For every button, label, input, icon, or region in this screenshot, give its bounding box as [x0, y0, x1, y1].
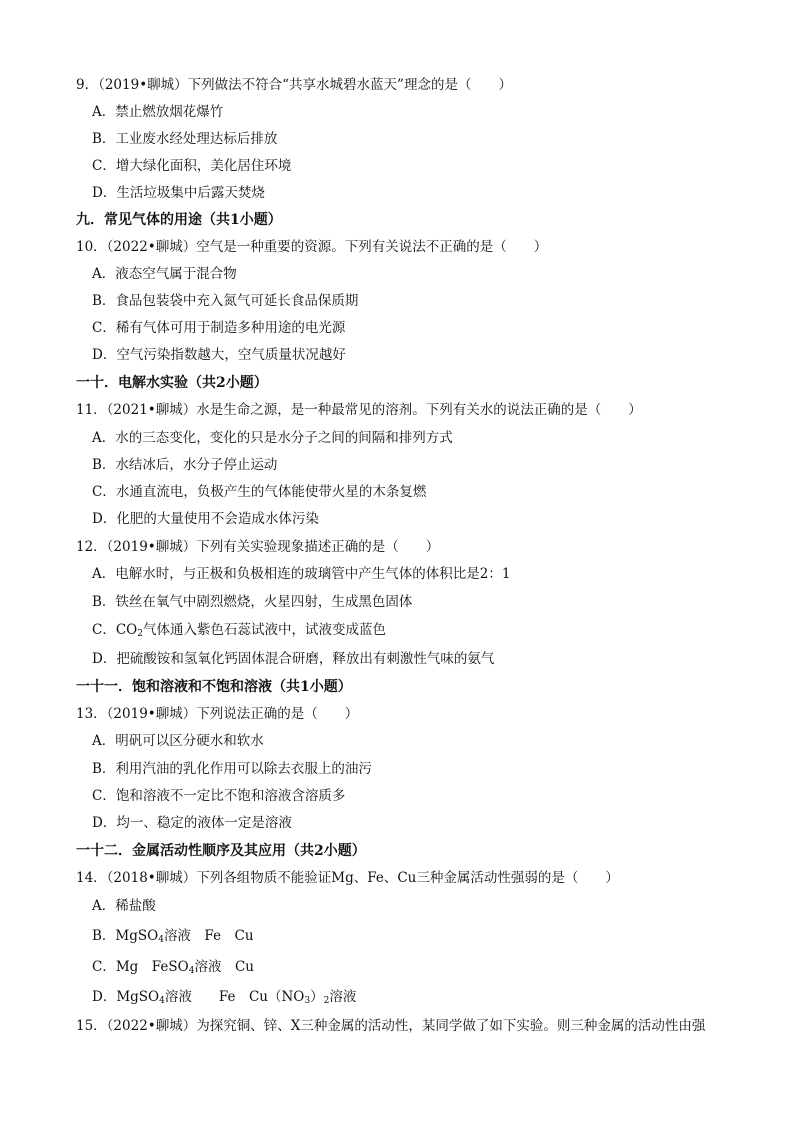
option-d-text-end: 溶液 — [329, 989, 357, 1005]
option-b-text-suffix: 溶液 Fe Cu — [163, 928, 254, 944]
question-11-option-a: A．水的三态变化，变化的只是水分子之间的间隔和排列方式 — [92, 430, 453, 446]
section-heading-10: 一十．电解水实验（共2小题） — [76, 375, 268, 391]
question-12-option-b: B．铁丝在氧气中剧烈燃烧，火星四射，生成黑色固体 — [92, 594, 413, 610]
question-11-option-c: C．水通直流电，负极产生的气体能使带火星的木条复燃 — [92, 484, 427, 500]
question-9-option-d: D．生活垃圾集中后露天焚烧 — [92, 185, 265, 201]
subscript: 4 — [158, 935, 164, 945]
question-14-option-d — [92, 987, 356, 1007]
question-11-option-b: B．水结冰后，水分子停止运动 — [92, 457, 278, 473]
option-c-text-suffix: 气体通入紫色石蕊试液中，试液变成蓝色 — [142, 622, 386, 638]
question-10-option-b: B．食品包装袋中充入氮气可延长食品保质期 — [92, 293, 359, 309]
question-9-option-b: B．工业废水经处理达标后排放 — [92, 131, 278, 147]
section-heading-12: 一十二．金属活动性顺序及其应用（共2小题） — [76, 843, 366, 859]
option-d-text-mid: 溶液 Fe Cu（NO — [164, 989, 305, 1005]
question-11-stem: 11．（2021•聊城）水是生命之源，是一种最常见的溶剂。下列有关水的说法正确的是（ ） — [76, 402, 642, 418]
subscript: 2 — [137, 629, 143, 639]
option-d-text-prefix: D．MgSO — [92, 989, 160, 1005]
question-13-option-c: C．饱和溶液不一定比不饱和溶液含溶质多 — [92, 788, 346, 804]
question-11-option-d: D．化肥的大量使用不会造成水体污染 — [92, 511, 319, 527]
option-d-text-bracket: ） — [310, 989, 324, 1005]
question-10-option-d: D．空气污染指数越大，空气质量状况越好 — [92, 347, 346, 363]
question-10-option-c: C．稀有气体可用于制造多种用途的电光源 — [92, 320, 346, 336]
question-9-option-a: A．禁止燃放烟花爆竹 — [92, 104, 224, 120]
subscript: 4 — [188, 966, 195, 976]
question-9-stem: 9．（2019•聊城）下列做法不符合“共享水城碧水蓝天”理念的是（ ） — [76, 77, 512, 93]
question-13-stem: 13．（2019•聊城）下列说法正确的是（ ） — [76, 706, 359, 722]
option-c-text-suffix: 溶液 Cu — [194, 959, 254, 975]
question-12-option-c — [92, 620, 386, 640]
question-13-option-b: B．利用汽油的乳化作用可以除去衣服上的油污 — [92, 761, 372, 777]
option-c-text-prefix: C．Mg FeSO — [92, 959, 189, 975]
question-10-option-a: A．液态空气属于混合物 — [92, 266, 237, 282]
option-b-text-prefix: B．MgSO — [92, 928, 159, 944]
question-14-option-b — [92, 926, 254, 946]
question-13-option-d: D．均一、稳定的液体一定是溶液 — [92, 815, 292, 831]
question-14-stem: 14．（2018•聊城）下列各组物质不能验证Mg、Fe、Cu三种金属活动性强弱的是（ ） — [76, 870, 619, 886]
question-14-option-a: A．稀盐酸 — [92, 898, 156, 914]
question-10-stem: 10．（2022•聊城）空气是一种重要的资源。下列有关说法不正确的是（ ） — [76, 239, 548, 255]
question-13-option-a: A．明矾可以区分硬水和软水 — [92, 733, 264, 749]
subscript: 2 — [323, 996, 330, 1006]
subscript: 4 — [159, 996, 165, 1006]
section-heading-11: 一十一．饱和溶液和不饱和溶液（共1小题） — [76, 679, 352, 695]
question-9-option-c: C．增大绿化面积，美化居住环境 — [92, 158, 292, 174]
subscript: 3 — [304, 996, 311, 1006]
question-12-option-d: D．把硫酸铵和氢氧化钙固体混合研磨，释放出有刺激性气味的氨气 — [92, 651, 495, 667]
question-15-stem: 15．（2022•聊城）为探究铜、锌、X三种金属的活动性，某同学做了如下实验。则三种金属的活动性由强 — [76, 1018, 706, 1034]
option-c-text-prefix: C．CO — [92, 622, 138, 638]
section-heading-9: 九．常见气体的用途（共1小题） — [76, 212, 282, 228]
question-14-option-c — [92, 957, 254, 977]
question-12-stem: 12．（2019•聊城）下列有关实验现象描述正确的是（ ） — [76, 539, 440, 555]
question-12-option-a: A．电解水时，与正极和负极相连的玻璃管中产生气体的体积比是2：1 — [92, 566, 511, 582]
